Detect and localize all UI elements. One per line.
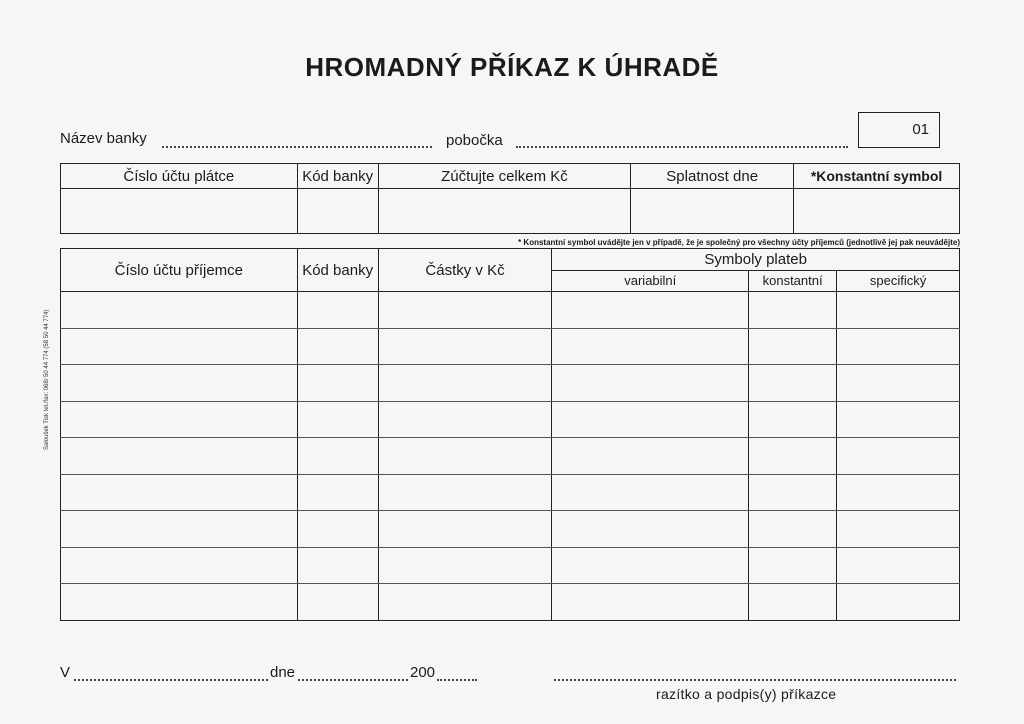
payer-bank-code-cell[interactable] <box>297 189 378 234</box>
form-number-box: 01 <box>858 112 940 148</box>
bank-code-cell[interactable] <box>297 547 378 584</box>
constant-symbol-row-cell[interactable] <box>749 584 837 621</box>
variable-symbol-cell[interactable] <box>552 474 749 511</box>
specific-symbol-cell[interactable] <box>837 511 960 548</box>
amount-cell[interactable] <box>378 547 552 584</box>
table-row <box>61 511 960 548</box>
constant-symbol-row-cell[interactable] <box>749 292 837 329</box>
constant-symbol-subheader: konstantní <box>749 270 837 292</box>
branch-field[interactable] <box>516 146 848 148</box>
payer-account-header: Číslo účtu plátce <box>61 164 298 189</box>
table-row <box>61 474 960 511</box>
bank-code-cell[interactable] <box>297 328 378 365</box>
amounts-header: Částky v Kč <box>378 249 552 292</box>
total-amount-header: Zúčtujte celkem Kč <box>378 164 631 189</box>
specific-symbol-cell[interactable] <box>837 401 960 438</box>
amount-cell[interactable] <box>378 401 552 438</box>
printer-imprint: Saloušek Tisk tel./fax: 068/ 50 44 774 (58 50 44 774) <box>44 309 50 450</box>
specific-symbol-cell[interactable] <box>837 328 960 365</box>
recipient-account-cell[interactable] <box>61 292 298 329</box>
variable-symbol-header: variabilní <box>552 270 749 292</box>
payment-symbols-header: Symboly plateb <box>552 249 960 271</box>
payer-table <box>60 163 960 234</box>
payer-account-cell[interactable] <box>61 189 298 234</box>
specific-symbol-header: specifický <box>837 270 960 292</box>
constant-symbol-row-cell[interactable] <box>749 547 837 584</box>
variable-symbol-cell[interactable] <box>552 328 749 365</box>
specific-symbol-cell[interactable] <box>837 292 960 329</box>
page-title: HROMADNÝ PŘÍKAZ K ÚHRADĚ <box>305 52 719 82</box>
branch-label: pobočka <box>446 132 503 149</box>
amount-cell[interactable] <box>378 292 552 329</box>
year-field[interactable] <box>437 679 477 681</box>
variable-symbol-cell[interactable] <box>552 292 749 329</box>
bank-name-label: Název banky <box>60 130 147 147</box>
bank-code-cell[interactable] <box>297 584 378 621</box>
payer-bank-code-header: Kód banky <box>297 164 378 189</box>
signature-field[interactable] <box>554 679 956 681</box>
variable-symbol-cell[interactable] <box>552 401 749 438</box>
due-date-cell[interactable] <box>631 189 794 234</box>
recipient-account-cell[interactable] <box>61 547 298 584</box>
bank-code-cell[interactable] <box>297 401 378 438</box>
due-date-header: Splatnost dne <box>631 164 794 189</box>
constant-symbol-row-cell[interactable] <box>749 365 837 402</box>
variable-symbol-cell[interactable] <box>552 584 749 621</box>
total-amount-cell[interactable] <box>378 189 631 234</box>
table-row <box>61 365 960 402</box>
amount-cell[interactable] <box>378 511 552 548</box>
recipient-account-header: Číslo účtu příjemce <box>61 249 298 292</box>
place-field[interactable] <box>74 679 268 681</box>
bank-code-cell[interactable] <box>297 511 378 548</box>
amount-cell[interactable] <box>378 328 552 365</box>
amount-cell[interactable] <box>378 584 552 621</box>
signature-label: razítko a podpis(y) příkazce <box>656 686 837 702</box>
table-row <box>61 584 960 621</box>
constant-symbol-note: * Konstantní symbol uvádějte jen v případě, že je společný pro všechny účty příjemců (jednotlivě jej pak neuvádějte) <box>518 238 960 247</box>
amount-cell[interactable] <box>378 365 552 402</box>
constant-symbol-row-cell[interactable] <box>749 474 837 511</box>
specific-symbol-cell[interactable] <box>837 365 960 402</box>
constant-symbol-row-cell[interactable] <box>749 438 837 475</box>
table-row <box>61 438 960 475</box>
recipient-account-cell[interactable] <box>61 438 298 475</box>
recipient-account-cell[interactable] <box>61 328 298 365</box>
recipient-account-cell[interactable] <box>61 401 298 438</box>
year-label: 200 <box>410 664 436 681</box>
specific-symbol-cell[interactable] <box>837 584 960 621</box>
constant-symbol-header: *Konstantní symbol <box>794 164 960 189</box>
bank-code-cell[interactable] <box>297 438 378 475</box>
bank-code-cell[interactable] <box>297 365 378 402</box>
date-field[interactable] <box>298 679 408 681</box>
amount-cell[interactable] <box>378 438 552 475</box>
place-label: V <box>60 664 71 681</box>
table-row <box>61 401 960 438</box>
recipient-table <box>60 248 960 621</box>
specific-symbol-cell[interactable] <box>837 547 960 584</box>
specific-symbol-cell[interactable] <box>837 474 960 511</box>
specific-symbol-cell[interactable] <box>837 438 960 475</box>
variable-symbol-cell[interactable] <box>552 547 749 584</box>
variable-symbol-cell[interactable] <box>552 511 749 548</box>
recipient-account-cell[interactable] <box>61 584 298 621</box>
recipient-account-cell[interactable] <box>61 365 298 402</box>
recipient-account-cell[interactable] <box>61 474 298 511</box>
recipient-account-cell[interactable] <box>61 511 298 548</box>
constant-symbol-row-cell[interactable] <box>749 401 837 438</box>
constant-symbol-row-cell[interactable] <box>749 511 837 548</box>
bank-code-cell[interactable] <box>297 474 378 511</box>
date-label: dne <box>270 664 296 681</box>
constant-symbol-row-cell[interactable] <box>749 328 837 365</box>
table-row <box>61 328 960 365</box>
amount-cell[interactable] <box>378 474 552 511</box>
bank-code-cell[interactable] <box>297 292 378 329</box>
bank-name-field[interactable] <box>162 146 432 148</box>
table-row <box>61 547 960 584</box>
table-row <box>61 292 960 329</box>
constant-symbol-cell[interactable] <box>794 189 960 234</box>
recipient-bank-code-header: Kód banky <box>297 249 378 292</box>
variable-symbol-cell[interactable] <box>552 438 749 475</box>
variable-symbol-cell[interactable] <box>552 365 749 402</box>
